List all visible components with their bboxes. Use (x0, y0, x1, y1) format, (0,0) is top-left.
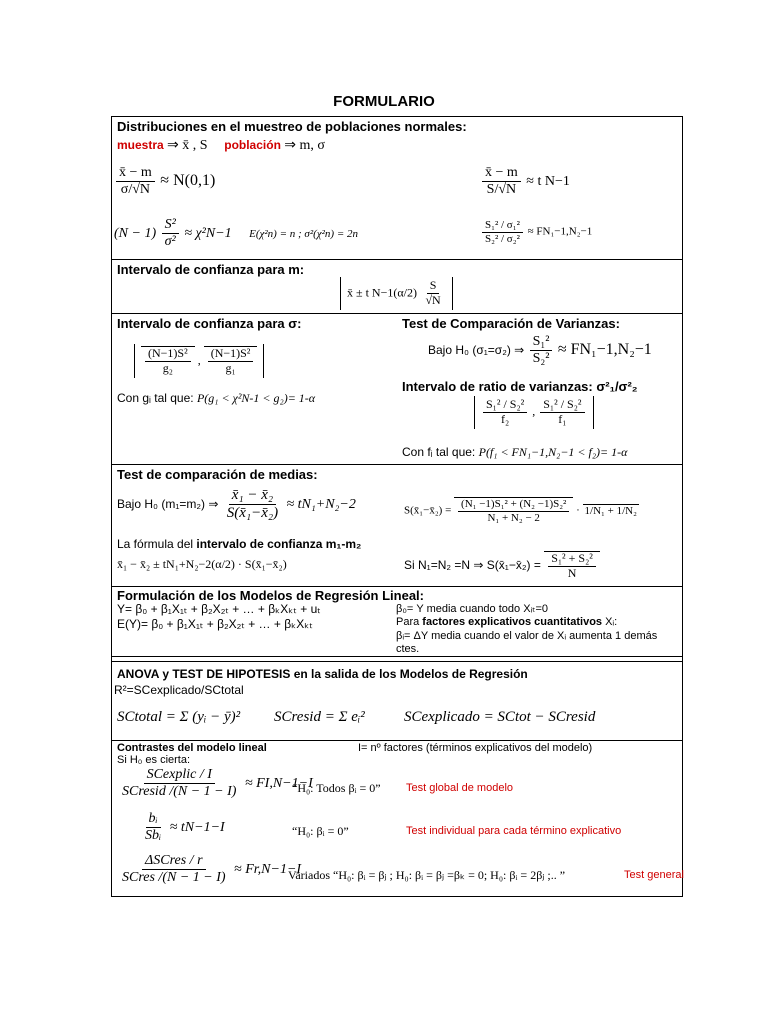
sc-resid: SCresid = Σ eᵢ² (274, 709, 365, 725)
betai-note-2: ctes. (396, 643, 420, 655)
bajo-medias-label: Bajo H₀ (m₁=m₂) ⇒ (117, 496, 219, 511)
factores-post: Xᵢ: (602, 616, 618, 628)
section-contrastes (111, 740, 683, 896)
formula-t (480, 165, 570, 198)
section-header: Test de comparación de medias: (117, 467, 318, 482)
beta0-note: β₀= Y media cuando todo Xᵢₜ=0 (396, 603, 549, 615)
sigma-num1: (N−1)S² (145, 347, 191, 362)
formula-text (117, 537, 361, 551)
f2-den: S/√N (486, 182, 517, 198)
f1-den: σ/√N (120, 182, 151, 198)
interval-m-num: S (427, 279, 440, 294)
bajo-rhs: ≈ FN₁−1,N₂−1 (557, 340, 652, 358)
ratio-formula: $\frac{\text{S₁² / S₂²}}{\text{f₂}}$ , $\frac{\text{S₁² / S₂²}}{\text{f₁}}$ (474, 396, 594, 429)
page-title: FORMULARIO (333, 93, 435, 110)
t3-hypothesis: Variados “H₀: βᵢ = βⱼ ; H₀: βᵢ = βⱼ =βₖ = 0; H₀: βᵢ = 2βⱼ ;.. ” (288, 868, 566, 882)
f4-num: S₁² / σ₁² (482, 219, 523, 233)
formula-f (480, 219, 592, 245)
betai-note: βᵢ= ΔY media cuando el valor de Xᵢ aumenta 1 demás (396, 630, 658, 642)
interval-m-left: x̄ ± t N−1(α/2) (347, 285, 417, 300)
section-header: Distribuciones en el muestreo de poblaciones normales: (117, 119, 467, 134)
interval-m-den: √N (425, 292, 441, 307)
factores-pre: Para (396, 616, 423, 628)
con-f-line (402, 445, 627, 460)
t3-rhs: ≈ Fr,N−1−I (234, 861, 302, 877)
bottom-border (111, 896, 683, 897)
f1-rhs: ≈ N(0,1) (160, 171, 216, 189)
t1-den: SCresid /(N − 1 − I) (122, 784, 237, 800)
con-g-line (117, 391, 315, 406)
section-varianzas (111, 313, 683, 464)
test-individual-formula (140, 811, 225, 844)
t2-hypothesis: “H₀: βᵢ = 0” (292, 824, 349, 838)
s-pooled-mid: · (576, 504, 580, 517)
con-g-label: Con gᵢ tal que: (117, 391, 194, 405)
ratio-num1: S₁² / S₂² (483, 398, 527, 413)
interval-sigma-formula: $\frac{\text{(N−1)S²}}{\text{g₂}}$ , $\frac{\text{(N−1)S²}}{\text{g₁}}$ (134, 344, 264, 378)
bajo-label: Bajo H₀ (σ₁=σ₂) ⇒ (428, 342, 525, 357)
t1-rhs: ≈ FI,N−1−I (244, 775, 313, 791)
section-regresion (111, 586, 683, 656)
bajo-medias-num: x̄₁ − x̄₂ (229, 487, 276, 505)
formula-chi (114, 217, 358, 250)
test-global-formula (117, 767, 313, 800)
section-header: Contrastes del modelo lineal (117, 742, 267, 754)
t2-num: bᵢ (146, 811, 161, 828)
ratio-den2: f₁ (558, 411, 567, 426)
poblacion-label: población (224, 138, 281, 152)
ratio-header: Intervalo de ratio de varianzas: σ²₁/σ²₂ (402, 379, 638, 394)
s-pooled-den: N₁ + N₂ − 2 (487, 511, 540, 524)
f2-num: x̄ − m (482, 165, 521, 182)
f4-rhs: ≈ FN₁−1,N₂−1 (527, 225, 593, 238)
t3-num: ΔSCres / r (142, 853, 205, 870)
section-intervalo-m (111, 259, 683, 313)
muestra-arrow: ⇒ x̄ , S (167, 138, 208, 153)
factores-bold: factores explicativos cuantitativos (422, 616, 603, 628)
ratio-den1: f₂ (501, 411, 510, 426)
t1-num: SCexplic / I (144, 767, 215, 784)
s-pooled-n: 1/N₁ + 1/N₂ (584, 504, 637, 517)
f4-den: S₂² / σ₂² (485, 232, 520, 245)
muestra-label: muestra (117, 138, 164, 152)
sigma-den1: g₂ (162, 360, 173, 375)
f3-extra: E(χ²n) = n ; σ²(χ²n) = 2n (249, 227, 359, 240)
sigma-num2: (N−1)S² (208, 347, 254, 362)
bajo-h0-medias (117, 487, 356, 523)
section-header-right: Test de Comparación de Varianzas: (402, 316, 620, 331)
formula-z (114, 165, 215, 198)
f3-num: S² (162, 217, 179, 234)
si-num: S₁² + S₂² (548, 552, 596, 567)
bajo-den: S₂² (532, 351, 550, 367)
si-label: Si N₁=N₂ =N ⇒ S(x̄₁−x̄₂) = (404, 558, 541, 573)
s-pooled-num: (N₁ −1)S₁² + (N₂ −1)S₂² (458, 498, 569, 512)
section-header: Intervalo de confianza para m: (117, 262, 305, 277)
si-n-equal (404, 551, 600, 581)
factores-note (396, 616, 617, 628)
formula-text-pre: La fórmula del (117, 537, 197, 551)
s-pooled (404, 497, 639, 524)
bajo-medias-rhs: ≈ tN₁+N₂−2 (286, 496, 356, 512)
con-g-formula: P(g₁ < χ²N-1 < g₂)= 1-α (196, 391, 316, 405)
t2-den: Sbᵢ (145, 828, 162, 844)
f2-rhs: ≈ t N−1 (526, 173, 570, 189)
si-h0-cierta: Si H₀ es cierta: (117, 754, 191, 766)
sigma-den2: g₁ (225, 360, 236, 375)
section-header-left: Intervalo de confianza para σ: (117, 316, 302, 331)
con-f-formula: P(f₁ < FN₁−1,N₂−1 < f₂)= 1-α (478, 445, 628, 459)
poblacion-arrow: ⇒ m, σ (284, 138, 325, 153)
f1-num: x̄ − m (116, 165, 155, 182)
t2-label: Test individual para cada término explicativo (406, 825, 622, 837)
interval-m-formula (340, 277, 453, 310)
r2-formula: R²=SCexplicado/SCtotal (114, 683, 244, 697)
f3-den: σ² (164, 234, 176, 250)
bajo-h0-varianzas (428, 334, 652, 367)
f3-lhs: (N − 1) (114, 225, 157, 241)
section-anova (111, 656, 683, 740)
sc-total: SCtotal = Σ (yᵢ − ȳ)² (117, 709, 241, 725)
section-header: Formulación de los Modelos de Regresión Lineal: (117, 588, 424, 603)
f3-rhs: ≈ χ²N−1 (184, 225, 232, 241)
t3-den: SCres /(N − 1 − I) (122, 870, 226, 886)
model-line-2: E(Y)= β₀ + β₁X₁ₜ + β₂X₂ₜ + … + βₖXₖₜ (117, 617, 313, 631)
model-line-1: Y= β₀ + β₁X₁ₜ + β₂X₂ₜ + … + βₖXₖₜ + uₜ (117, 602, 321, 616)
t2-rhs: ≈ tN−1−I (169, 819, 225, 835)
section-distribuciones (111, 116, 683, 259)
s-pooled-lhs: S(x̄₁−x̄₂) = (404, 504, 452, 517)
ratio-num2: S₁² / S₂² (540, 398, 584, 413)
test-general-formula (117, 853, 301, 886)
t1-label: Test global de modelo (406, 782, 514, 794)
si-den: N (567, 565, 577, 580)
bajo-medias-den: S(x̄₁−x̄₂) (226, 505, 279, 522)
muestra-line (117, 137, 325, 154)
section-medias (111, 464, 683, 586)
interval-medias-formula: x̄₁ − x̄₂ ± tN₁+N₂−2(α/2) · S(x̄₁−x̄₂) (117, 557, 287, 571)
t1-hypothesis: “H₀: Todos βᵢ = 0” (292, 781, 381, 795)
t3-label: Test general (624, 869, 684, 881)
bajo-num: S₁² (530, 334, 553, 351)
sc-explicado: SCexplicado = SCtot − SCresid (404, 709, 596, 725)
formula-text-bold: intervalo de confianza m₁-m₂ (196, 537, 362, 551)
con-f-label: Con fᵢ tal que: (402, 445, 476, 459)
section-header: ANOVA y TEST DE HIPOTESIS en la salida de los Modelos de Regresión (117, 667, 528, 681)
factores-definition: I= nº factores (términos explicativos del modelo) (358, 742, 593, 754)
